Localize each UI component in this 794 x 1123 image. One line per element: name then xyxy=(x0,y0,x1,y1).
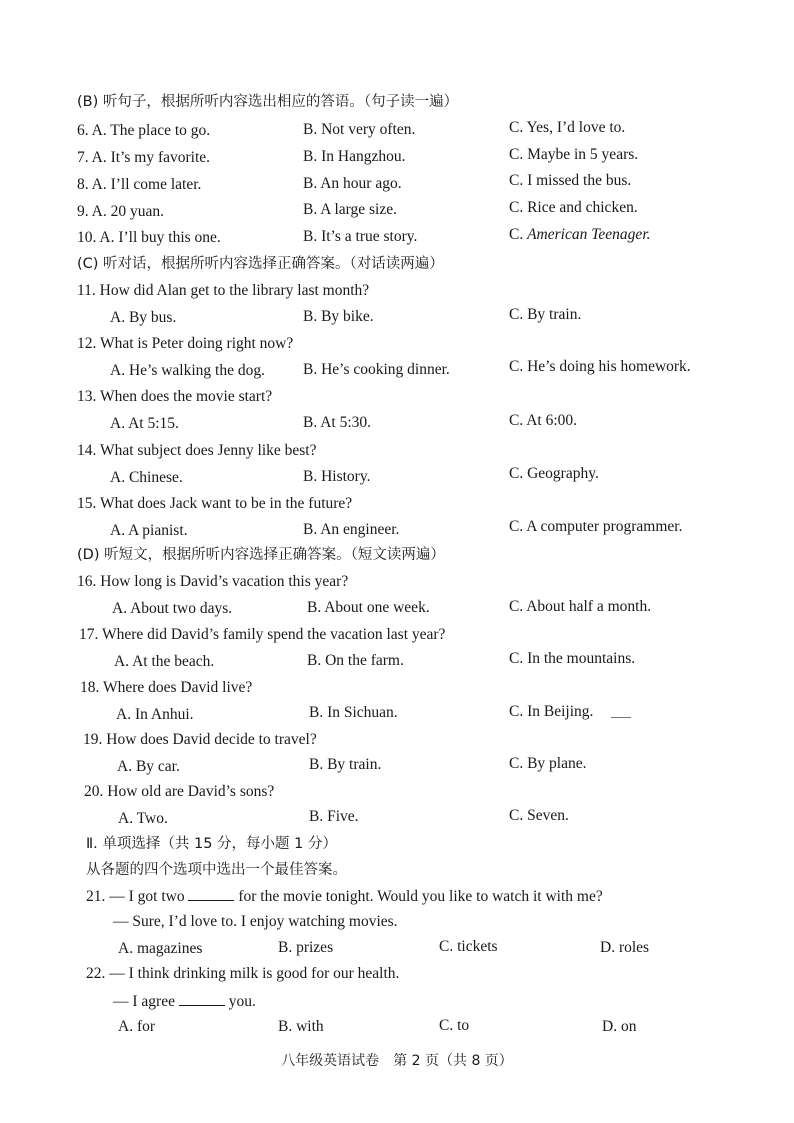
option-a: A. A pianist. xyxy=(110,522,188,539)
option-b: B. By train. xyxy=(309,756,382,773)
option-a: A. About two days. xyxy=(112,600,233,617)
option-b: B. On the farm. xyxy=(307,652,404,669)
question-stem: 17. Where did David’s family spend the vacation last year? xyxy=(79,626,446,643)
option-b: B. It’s a true story. xyxy=(303,228,418,245)
option-b: B. About one week. xyxy=(307,599,430,616)
option-a: A. for xyxy=(118,1018,156,1035)
option-c: C. By train. xyxy=(509,306,582,323)
section-d-heading: (D) 听短文，根据所听内容选择正确答案。（短文读两遍） xyxy=(77,547,445,563)
section-b-heading: (B) 听句子，根据所听内容选出相应的答语。（句子读一遍） xyxy=(77,94,459,110)
option-c: C. Seven. xyxy=(509,807,569,824)
dialogue-reply xyxy=(113,991,256,1012)
option-c: C. By plane. xyxy=(509,755,587,772)
option-a: A. At the beach. xyxy=(114,653,215,670)
option-c: C. Rice and chicken. xyxy=(509,199,638,216)
option-a: 8. A. I’ll come later. xyxy=(77,176,202,193)
option-b: B. In Sichuan. xyxy=(309,704,398,721)
question-stem: 19. How does David decide to travel? xyxy=(83,731,317,748)
option-b: B. with xyxy=(278,1018,324,1035)
answer-blank xyxy=(188,886,234,901)
option-b: B. History. xyxy=(303,468,371,485)
option-b: B. A large size. xyxy=(303,201,397,218)
reply-end: you. xyxy=(224,993,256,1010)
option-a: A. By car. xyxy=(117,758,180,775)
option-c: C. At 6:00. xyxy=(509,412,578,429)
option-b: B. In Hangzhou. xyxy=(303,148,406,165)
option-a: A. At 5:15. xyxy=(110,415,179,432)
option-c-prefix: C. xyxy=(509,226,528,243)
option-a: A. magazines xyxy=(118,940,203,957)
option-d: D. on xyxy=(602,1018,637,1035)
page-footer: 八年级英语试卷 第 2 页（共 8 页） xyxy=(281,1053,513,1069)
option-c xyxy=(509,225,651,245)
option-c: C. About half a month. xyxy=(509,598,652,615)
option-c: C. He’s doing his homework. xyxy=(509,358,691,375)
option-b: B. Not very often. xyxy=(303,121,416,138)
option-c: C. to xyxy=(439,1017,470,1034)
question-stem: 14. What subject does Jenny like best? xyxy=(77,442,317,459)
scan-mark xyxy=(611,717,631,718)
option-a: A. By bus. xyxy=(110,309,177,326)
option-a: 10. A. I’ll buy this one. xyxy=(77,229,221,246)
option-d: D. roles xyxy=(600,939,650,956)
option-c: C. In the mountains. xyxy=(509,650,636,667)
option-c: C. In Beijing. xyxy=(509,703,594,720)
question-stem: 20. How old are David’s sons? xyxy=(84,783,275,800)
book-title: American Teenager. xyxy=(527,226,651,243)
option-c: C. Geography. xyxy=(509,465,599,482)
option-a: A. Two. xyxy=(118,810,168,827)
question-stem: 22. — I think drinking milk is good for our health. xyxy=(86,965,400,982)
question-stem: 16. How long is David’s vacation this year? xyxy=(77,573,349,590)
question-stem: 12. What is Peter doing right now? xyxy=(77,335,294,352)
question-stem: 13. When does the movie start? xyxy=(77,388,273,405)
question-stem: 15. What does Jack want to be in the future? xyxy=(77,495,353,512)
question-stem: 11. How did Alan get to the library last month? xyxy=(77,282,370,299)
dialogue-reply: — Sure, I’d love to. I enjoy watching movies. xyxy=(113,913,398,930)
option-a: 6. A. The place to go. xyxy=(77,122,211,139)
option-b: B. He’s cooking dinner. xyxy=(303,361,450,378)
question-stem xyxy=(86,886,603,907)
question-stem: 18. Where does David live? xyxy=(80,679,253,696)
section-ii-heading: Ⅱ. 单项选择（共 15 分，每小题 1 分） xyxy=(86,836,337,852)
reply-start: — I agree xyxy=(113,993,179,1010)
option-c: C. tickets xyxy=(439,938,498,955)
option-b: B. At 5:30. xyxy=(303,414,372,431)
option-c: C. Yes, I’d love to. xyxy=(509,119,626,136)
option-b: B. By bike. xyxy=(303,308,374,325)
option-a: A. He’s walking the dog. xyxy=(110,362,265,379)
option-a: A. Chinese. xyxy=(110,469,183,486)
option-b: B. prizes xyxy=(278,939,334,956)
section-c-heading: (C) 听对话，根据所听内容选择正确答案。（对话读两遍） xyxy=(77,256,444,272)
option-c: C. A computer programmer. xyxy=(509,518,683,535)
stem-start: 21. — I got two xyxy=(86,888,189,905)
answer-blank xyxy=(179,991,225,1006)
option-b: B. An hour ago. xyxy=(303,175,402,192)
option-c: C. Maybe in 5 years. xyxy=(509,146,639,163)
option-b: B. Five. xyxy=(309,808,359,825)
option-b: B. An engineer. xyxy=(303,521,400,538)
option-a: 7. A. It’s my favorite. xyxy=(77,149,211,166)
stem-end: for the movie tonight. Would you like to watch it with me? xyxy=(234,888,603,905)
option-a: 9. A. 20 yuan. xyxy=(77,203,164,220)
option-c: C. I missed the bus. xyxy=(509,172,632,189)
option-a: A. In Anhui. xyxy=(116,706,194,723)
section-ii-instruction: 从各题的四个选项中选出一个最佳答案。 xyxy=(86,862,347,878)
